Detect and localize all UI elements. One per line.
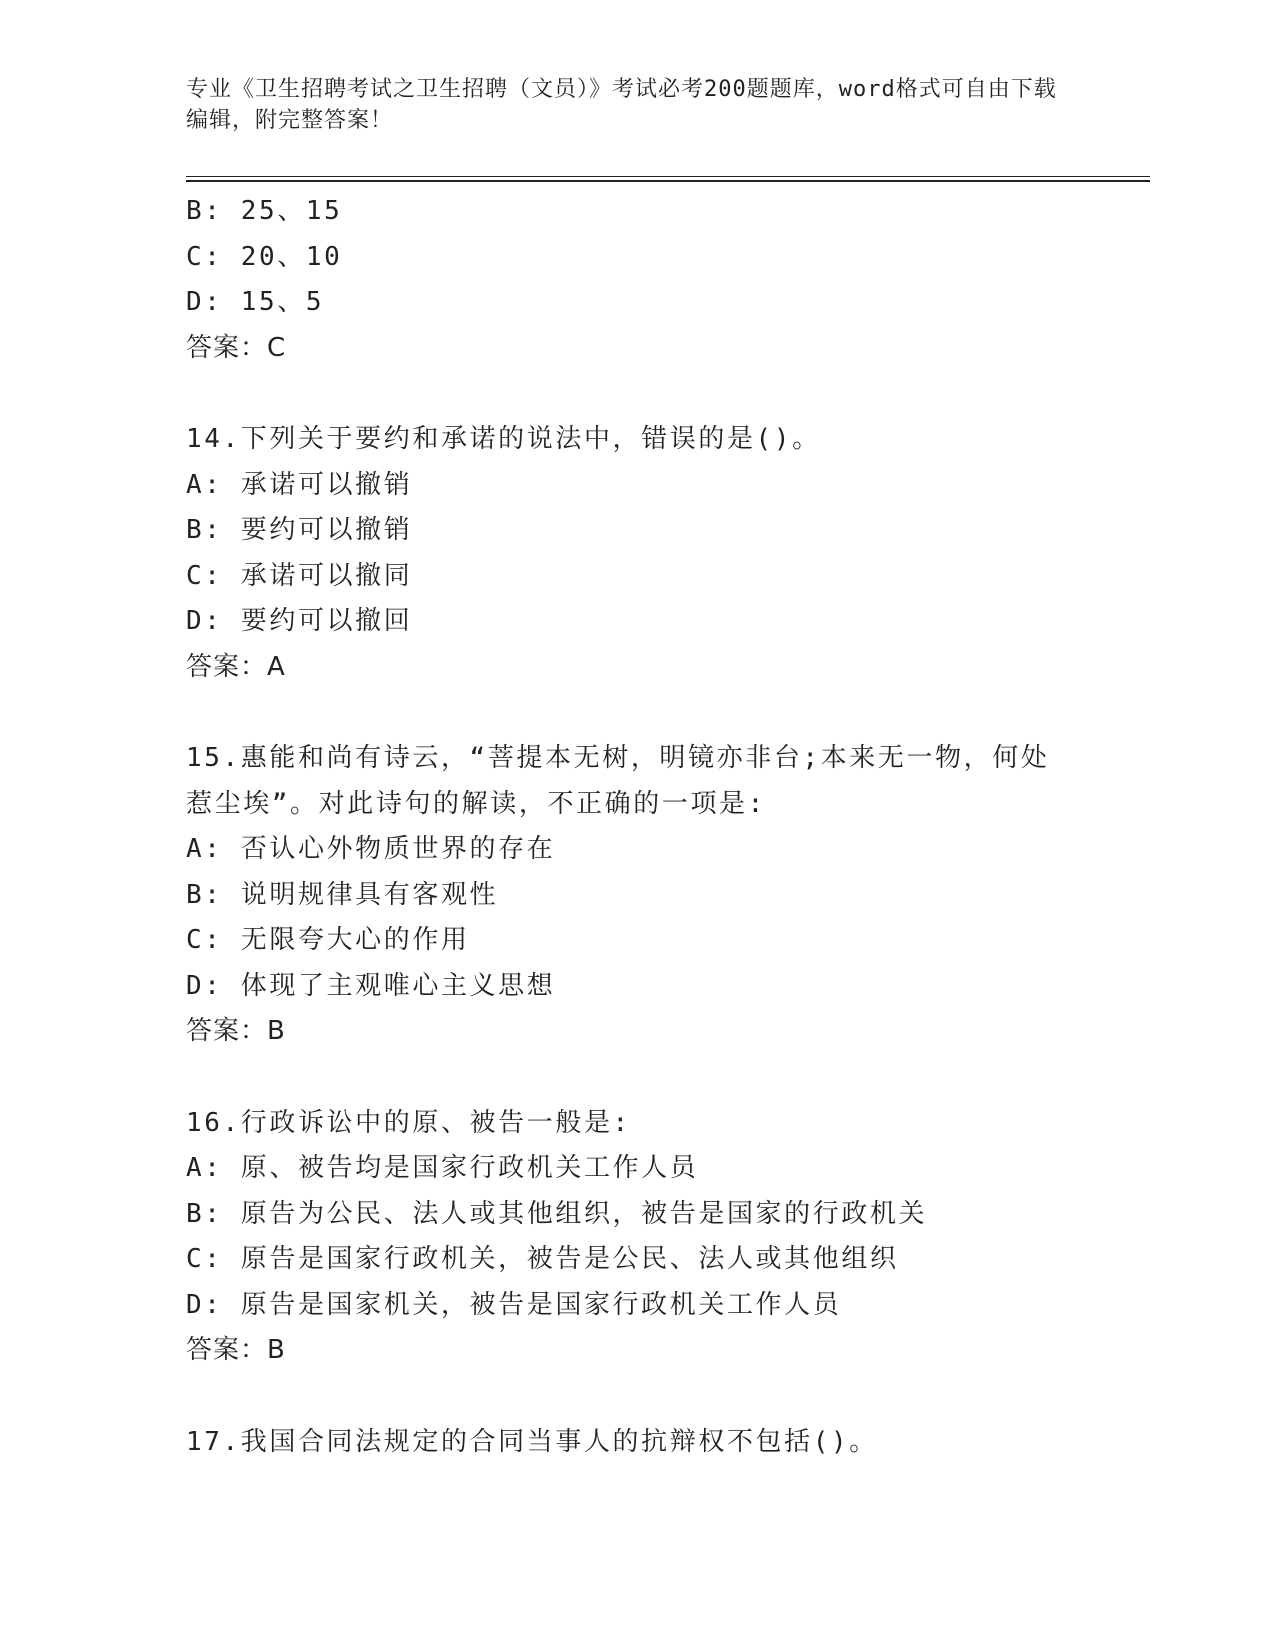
option-c: C: 原告是国家行政机关，被告是公民、法人或其他组织 [186,1244,899,1274]
question-stem-line-1: 15.惠能和尚有诗云，“菩提本无树，明镜亦非台;本来无一物，何处 [186,743,1050,773]
question-list [186,189,1150,1465]
option-c: C: 承诺可以撤同 [186,560,413,591]
option-d: D: 15、5 [186,287,325,317]
spacer [186,690,1150,736]
question-14-block [186,417,1150,690]
spacer [186,371,1150,417]
header-divider-thin [186,176,1150,177]
option-d: D: 要约可以撤回 [186,606,413,636]
question-stem: 17.我国合同法规定的合同当事人的抗辩权不包括()。 [186,1426,878,1457]
answer-line: 答案：B [186,1016,286,1046]
spacer [186,1374,1150,1420]
question-stem-line-2: 惹尘埃”。对此诗句的解读，不正确的一项是: [186,788,766,819]
option-a: A: 否认心外物质世界的存在 [186,834,556,864]
option-c: C: 无限夸大心的作用 [186,925,470,955]
answer-line: 答案：C [186,332,287,363]
option-b: B: 25、15 [186,196,343,226]
option-b: B: 原告为公民、法人或其他组织，被告是国家的行政机关 [186,1198,928,1229]
option-d: D: 体现了主观唯心主义思想 [186,970,556,1001]
question-13-block [186,189,1150,371]
header-divider-thick [186,180,1150,182]
option-a: A: 承诺可以撤销 [186,469,413,500]
option-d: D: 原告是国家机关，被告是国家行政机关工作人员 [186,1289,842,1320]
answer-line: 答案：B [186,1335,286,1365]
answer-line: 答案：A [186,651,286,682]
question-16-block [186,1101,1150,1374]
option-c: C: 20、10 [186,241,343,272]
question-17-block [186,1420,1150,1466]
option-b: B: 要约可以撤销 [186,515,413,545]
question-stem: 16.行政诉讼中的原、被告一般是: [186,1107,631,1138]
spacer [186,1055,1150,1101]
option-a: A: 原、被告均是国家行政机关工作人员 [186,1153,699,1183]
question-stem: 14.下列关于要约和承诺的说法中，错误的是()。 [186,424,821,454]
document-intro: 专业《卫生招聘考试之卫生招聘（文员）》考试必考200题题库，word格式可自由下载编辑，附完整答案！ [186,77,1057,133]
option-b: B: 说明规律具有客观性 [186,879,499,910]
question-15-block [186,736,1150,1055]
